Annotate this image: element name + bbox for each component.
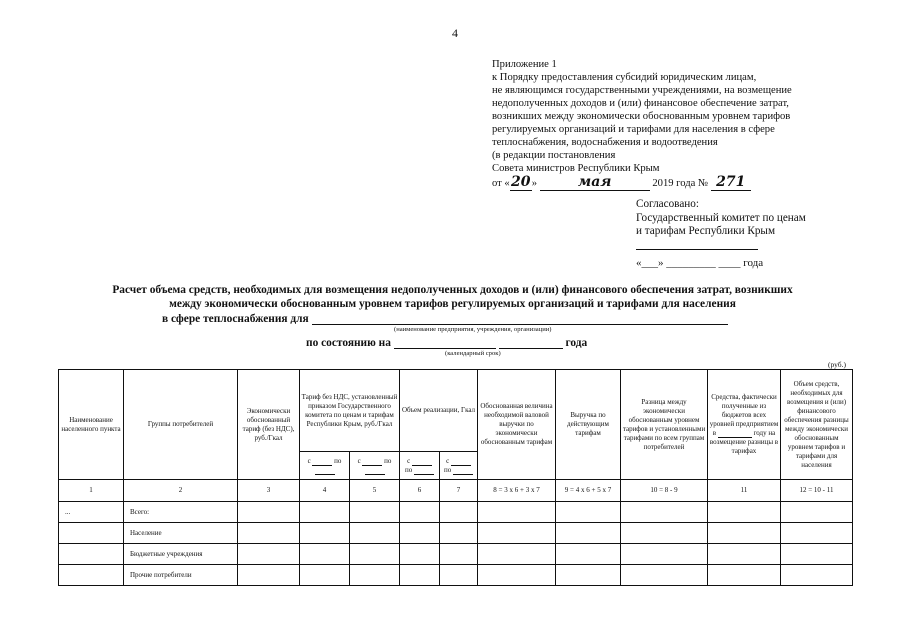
data-cell[interactable] — [621, 565, 708, 586]
approval-date: «___» _________ ____ года — [636, 257, 764, 269]
period-cell — [440, 452, 478, 480]
period-from: с — [357, 456, 361, 465]
unit-label: (руб.) — [828, 360, 846, 369]
header-budget-funds — [708, 370, 781, 480]
annex-line: к Порядку предоставления субсидий юридическим лицам, — [492, 72, 757, 83]
settlement-cell[interactable]: ... — [59, 502, 124, 523]
header-settlement: Наименование населенного пункта — [59, 370, 124, 480]
header-gross-revenue: Обоснованная величина необходимой валовой выручки по экономически обоснованным тарифам — [478, 370, 556, 480]
annex-line: возникших между экономически обоснованным уровнем тарифов — [492, 111, 791, 122]
period-to: по — [405, 465, 413, 474]
signature-line — [636, 239, 758, 250]
col-number: 5 — [350, 480, 400, 502]
number-row — [59, 480, 853, 502]
resolution-number: 271 — [711, 174, 751, 191]
data-cell[interactable] — [300, 523, 350, 544]
data-cell[interactable] — [440, 565, 478, 586]
col-number: 11 — [708, 480, 781, 502]
period-blank — [315, 467, 335, 475]
data-cell[interactable] — [350, 565, 400, 586]
header-current-revenue: Выручка по действующим тарифам — [556, 370, 621, 480]
col-number: 10 = 8 - 9 — [621, 480, 708, 502]
data-cell[interactable] — [478, 523, 556, 544]
period-to: по — [334, 456, 342, 465]
data-cell[interactable] — [781, 565, 853, 586]
title-line: между экономически обоснованным уровнем тарифов регулируемых организаций и тарифами для населения — [169, 298, 736, 310]
data-cell[interactable] — [556, 523, 621, 544]
period-from: с — [307, 456, 311, 465]
date-blank[interactable] — [394, 337, 496, 349]
approval-line: и тарифам Республики Крым — [636, 225, 776, 237]
consumer-group-cell: Всего: — [124, 502, 238, 523]
annex-line: теплоснабжения, водоснабжения и водоотведения — [492, 137, 718, 148]
sphere-line — [162, 313, 728, 325]
header-consumer-groups: Группы потребителей — [124, 370, 238, 480]
data-cell[interactable] — [350, 502, 400, 523]
data-cell[interactable] — [781, 502, 853, 523]
annex-line: Приложение 1 — [492, 59, 557, 70]
budget-funds-text-end: году на возмещение разницы в тарифах — [709, 429, 779, 455]
data-cell[interactable] — [440, 523, 478, 544]
data-cell[interactable] — [478, 565, 556, 586]
document-title — [0, 283, 905, 311]
data-cell[interactable] — [621, 502, 708, 523]
data-cell[interactable] — [781, 544, 853, 565]
settlement-cell[interactable] — [59, 565, 124, 586]
data-cell[interactable] — [238, 544, 300, 565]
page-number: 4 — [452, 26, 458, 40]
data-cell[interactable] — [440, 544, 478, 565]
period-cell — [350, 452, 400, 480]
period-blank — [453, 467, 473, 475]
data-cell[interactable] — [708, 565, 781, 586]
data-cell[interactable] — [556, 565, 621, 586]
header-justified-tariff: Экономически обоснованный тариф (без НДС), руб./Гкал — [238, 370, 300, 480]
sphere-label: в сфере теплоснабжения для — [162, 313, 309, 325]
data-cell[interactable] — [478, 502, 556, 523]
period-cell — [400, 452, 440, 480]
annex-line: регулируемых организаций и тарифами для населения в сфере — [492, 124, 775, 135]
period-to: по — [444, 465, 452, 474]
data-cell[interactable] — [708, 502, 781, 523]
annex-line: Совета министров Республики Крым — [492, 163, 660, 174]
col-number: 3 — [238, 480, 300, 502]
col-number: 2 — [124, 480, 238, 502]
approval-line: Государственный комитет по ценам — [636, 211, 806, 224]
col-number: 7 — [440, 480, 478, 502]
data-cell[interactable] — [238, 523, 300, 544]
table-row — [59, 523, 853, 544]
col-number: 9 = 4 x 6 + 5 x 7 — [556, 480, 621, 502]
data-cell[interactable] — [440, 502, 478, 523]
data-cell[interactable] — [400, 565, 440, 586]
data-cell[interactable] — [400, 502, 440, 523]
header-row — [59, 370, 853, 452]
table-row — [59, 502, 853, 523]
organization-blank[interactable] — [312, 313, 728, 325]
data-cell[interactable] — [300, 565, 350, 586]
period-blank — [362, 458, 382, 466]
approval-line: Согласовано: — [636, 198, 699, 210]
annex-line: (в редакции постановления — [492, 150, 616, 161]
year-blank — [718, 430, 752, 438]
period-from: с — [407, 456, 411, 465]
data-cell[interactable] — [478, 544, 556, 565]
col-number: 6 — [400, 480, 440, 502]
data-cell[interactable] — [400, 544, 440, 565]
data-cell[interactable] — [300, 502, 350, 523]
col-number: 1 — [59, 480, 124, 502]
date-prefix: от « — [492, 178, 510, 189]
date-month: мая — [540, 174, 650, 191]
period-blank — [312, 458, 332, 466]
data-cell[interactable] — [621, 523, 708, 544]
header-sales-volume: Объем реализации, Гкал — [400, 370, 478, 452]
col-number: 4 — [300, 480, 350, 502]
state-line — [306, 337, 587, 349]
consumer-group-cell: Население — [124, 523, 238, 544]
data-cell[interactable] — [708, 544, 781, 565]
resolution-date — [492, 174, 751, 191]
data-cell[interactable] — [350, 544, 400, 565]
annex-line: недополученных доходов и (или) финансовое обеспечение затрат, — [492, 98, 789, 109]
organization-hint: (наименование предприятия, учреждения, организации) — [394, 326, 552, 333]
date-day: 20 — [510, 174, 531, 190]
title-line: Расчет объема средств, необходимых для возмещения недополученных доходов и (или) финансового обеспечения затрат, возникших — [112, 284, 793, 296]
period-hint: (календарный срок) — [445, 350, 501, 357]
settlement-cell[interactable] — [59, 544, 124, 565]
period-to: по — [384, 456, 392, 465]
annex-line: не являющимся государственными учреждениями, на возмещение — [492, 85, 792, 96]
date-mid: » — [531, 178, 538, 189]
header-tariff-difference: Разница между экономически обоснованным уровнем тарифов и установленными тарифами по всем группам потребителей — [621, 370, 708, 480]
data-cell[interactable] — [621, 544, 708, 565]
budget-funds-text: Средства, фактически полученные из бюджетов всех уровней предприятием в — [709, 393, 779, 437]
header-set-tariff: Тариф без НДС, установленный приказом Государственного комитета по ценам и тарифам Республики Крым, руб./Гкал — [300, 370, 400, 452]
data-cell[interactable] — [238, 502, 300, 523]
data-cell[interactable] — [350, 523, 400, 544]
annex-heading — [492, 58, 792, 175]
consumer-group-cell: Прочие потребители — [124, 565, 238, 586]
year-blank[interactable] — [499, 337, 563, 349]
period-from: с — [446, 456, 450, 465]
consumer-group-cell: Бюджетные учреждения — [124, 544, 238, 565]
table-row — [59, 544, 853, 565]
period-blank — [365, 467, 385, 475]
data-cell[interactable] — [708, 523, 781, 544]
header-required-funds: Объем средств, необходимых для возмещения и (или) финансового обеспечения разницы между экономически обоснованным уровнем тарифов и тарифами для населения — [781, 370, 853, 480]
calculation-table — [58, 369, 853, 586]
state-label: по состоянию на — [306, 337, 391, 349]
approval-block — [636, 198, 806, 250]
data-cell[interactable] — [400, 523, 440, 544]
data-cell[interactable] — [556, 502, 621, 523]
data-cell[interactable] — [238, 565, 300, 586]
period-blank — [451, 458, 471, 466]
table-row — [59, 565, 853, 586]
col-number: 8 = 3 x 6 + 3 x 7 — [478, 480, 556, 502]
data-cell[interactable] — [781, 523, 853, 544]
date-year: 2019 года № — [652, 178, 709, 189]
period-blank — [414, 467, 434, 475]
settlement-cell[interactable] — [59, 523, 124, 544]
col-number: 12 = 10 - 11 — [781, 480, 853, 502]
data-cell[interactable] — [300, 544, 350, 565]
data-cell[interactable] — [556, 544, 621, 565]
period-cell — [300, 452, 350, 480]
period-blank — [412, 458, 432, 466]
state-suffix: года — [565, 337, 588, 349]
